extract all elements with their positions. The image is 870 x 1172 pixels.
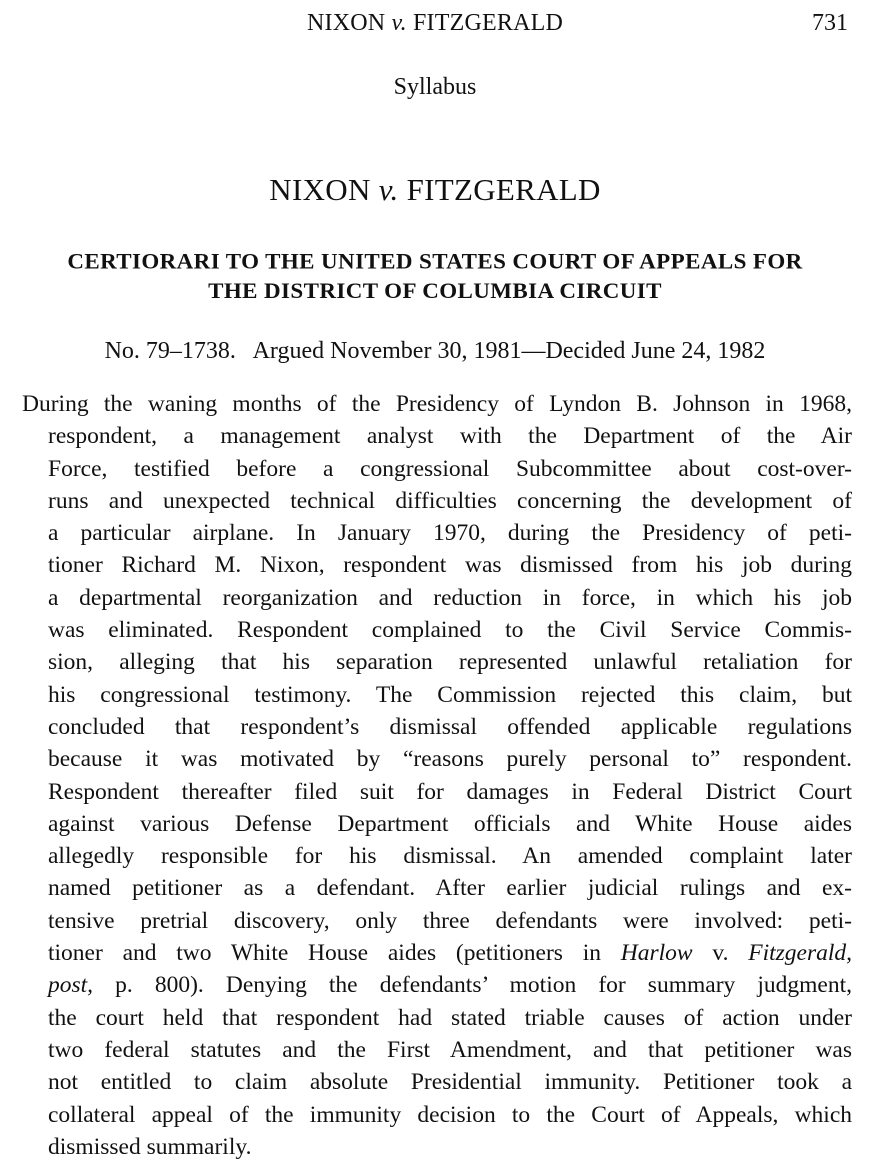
paragraph-line: Respondent thereafter filed suit for damages in Federal District Court <box>48 778 852 805</box>
certiorari-line-2: THE DISTRICT OF COLUMBIA CIRCUIT <box>208 278 662 303</box>
paragraph-line: the court held that respondent had stated triable causes of action under <box>48 1004 852 1031</box>
case-title-part2: FITZGERALD <box>398 172 601 207</box>
citation-post: post, <box>48 972 94 999</box>
paragraph-line: a departmental reorganization and reduction in force, in which his job <box>48 584 852 611</box>
case-title-versus: v. <box>378 172 399 207</box>
running-title-part2: FITZGERALD <box>406 10 563 36</box>
certiorari-heading <box>18 246 852 306</box>
paragraph-line: his congressional testimony. The Commission rejected this claim, but <box>48 681 852 708</box>
docket-line: No. 79–1738. Argued November 30, 1981—Decided June 24, 1982 <box>104 338 766 364</box>
paragraph-line: runs and unexpected technical difficulties concerning the development of <box>48 487 852 514</box>
paragraph-line <box>48 937 852 969</box>
paragraph-line: against various Defense Department officials and White House aides <box>48 810 852 837</box>
paragraph-line: tioner Richard M. Nixon, respondent was dismissed from his job during <box>48 552 852 579</box>
paragraph-line: not entitled to claim absolute Presidential immunity. Petitioner took a <box>48 1069 852 1096</box>
case-title-part1: NIXON <box>269 172 379 207</box>
paragraph-line: allegedly responsible for his dismissal. An amended complaint later <box>48 843 852 870</box>
certiorari-line-1: CERTIORARI TO THE UNITED STATES COURT OF APPEALS FOR <box>67 249 803 274</box>
paragraph-fragment: tioner and two White House aides (petitioners in <box>48 940 621 967</box>
paragraph-fragment: v. <box>692 940 749 967</box>
page-number: 731 <box>812 10 848 36</box>
paragraph-line: sion, alleging that his separation represented unlawful retaliation for <box>48 649 852 676</box>
paragraph-line <box>48 969 852 1001</box>
paragraph-line: concluded that respondent’s dismissal offended applicable regulations <box>48 713 852 740</box>
paragraph-line: collateral appeal of the immunity decision to the Court of Appeals, which <box>48 1101 852 1128</box>
case-citation-name: Fitzgerald, <box>748 940 853 967</box>
paragraph-line: was eliminated. Respondent complained to the Civil Service Commis- <box>48 617 852 644</box>
paragraph-fragment: p. 800). Denying the defendants’ motion for summary judgment, <box>93 972 852 999</box>
running-head <box>0 6 870 40</box>
running-title-versus: v. <box>391 10 407 36</box>
paragraph-line: because it was motivated by “reasons purely personal to” respondent. <box>48 746 852 773</box>
paragraph-line: respondent, a management analyst with the Department of the Air <box>48 423 852 450</box>
paragraph-line: named petitioner as a defendant. After earlier judicial rulings and ex- <box>48 875 852 902</box>
paragraph-line: a particular airplane. In January 1970, during the Presidency of peti- <box>48 520 852 547</box>
paragraph-line: Force, testified before a congressional Subcommittee about cost-over- <box>48 455 852 482</box>
paragraph-line: tensive pretrial discovery, only three defendants were involved: peti- <box>48 907 852 934</box>
case-citation-name: Harlow <box>620 940 693 967</box>
running-title-part1: NIXON <box>307 10 392 36</box>
paragraph-line: dismissed summarily. <box>48 1133 252 1160</box>
syllabus-paragraph <box>22 388 852 1163</box>
paragraph-line: During the waning months of the Presidency of Lyndon B. Johnson in 1968, <box>22 391 852 417</box>
section-label: Syllabus <box>393 74 477 100</box>
running-title <box>0 6 870 40</box>
paragraph-line: two federal statutes and the First Amendment, and that petitioner was <box>48 1036 852 1063</box>
case-title <box>0 170 870 210</box>
